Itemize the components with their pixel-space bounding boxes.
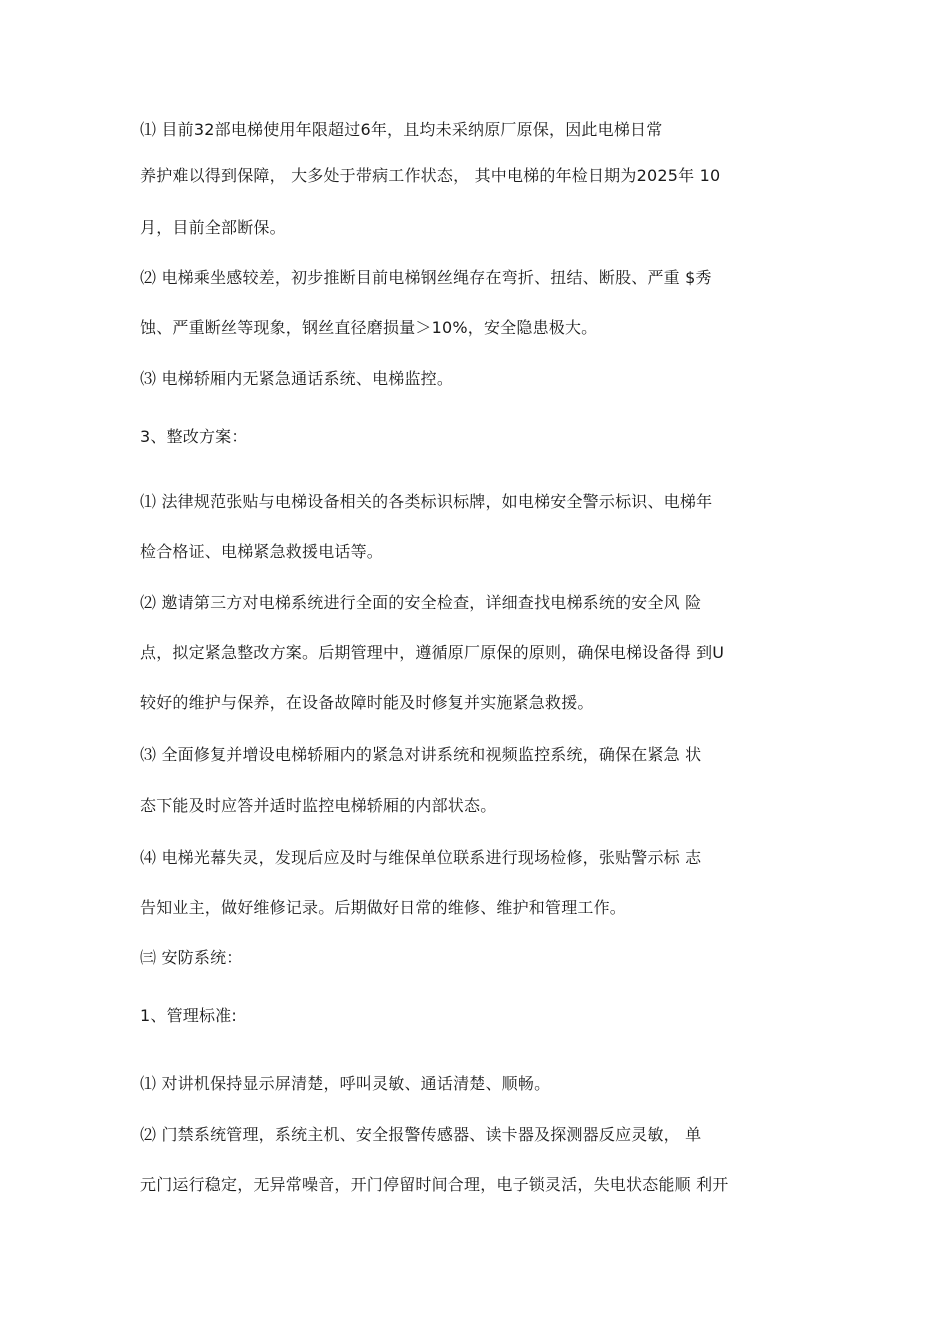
text-line: 元门运行稳定，无异常噪音，开门停留时间合理，电子锁灵活，失电状态能顺 利开 [140, 1175, 729, 1194]
section-heading: 3、整改方案： [140, 427, 248, 446]
text-line: ⑵ 邀请第三方对电梯系统进行全面的安全检查，详细查找电梯系统的安全风 险 [140, 593, 702, 612]
text-line: ⑴ 对讲机保持显示屏清楚，呼叫灵敏、通话清楚、顺畅。 [140, 1074, 551, 1093]
text-line: 较好的维护与保养，在设备故障时能及时修复并实施紧急救援。 [140, 693, 594, 712]
text-line: ⑶ 全面修复并增设电梯轿厢内的紧急对讲系统和视频监控系统，确保在紧急 状 [140, 745, 702, 764]
text-line: ⑷ 电梯光幕失灵，发现后应及时与维保单位联系进行现场检修，张贴警示标 志 [140, 848, 702, 867]
text-line: 点，拟定紧急整改方案。后期管理中，遵循原厂原保的原则，确保电梯设备得 到U [140, 643, 725, 662]
section-heading: 1、管理标准: [140, 1006, 237, 1025]
section-heading: ㈢ 安防系统： [140, 948, 243, 967]
text-line: 养护难以得到保障， 大多处于带病工作状态， 其中电梯的年检日期为2025年 10 [140, 166, 721, 185]
text-line: 蚀、严重断丝等现象，钢丝直径磨损量＞10%，安全隐患极大。 [140, 318, 598, 337]
text-line: ⑵ 电梯乘坐感较差，初步推断目前电梯钢丝绳存在弯折、扭结、断股、严重 $秀 [140, 268, 712, 287]
text-line: 月，目前全部断保。 [140, 218, 286, 237]
text-line: 检合格证、电梯紧急救援电话等。 [140, 542, 384, 561]
text-line: ⑴ 目前32部电梯使用年限超过6年，且均未采纳原厂原保，因此电梯日常 [140, 120, 663, 139]
text-line: ⑵ 门禁系统管理，系统主机、安全报警传感器、读卡器及探测器反应灵敏， 单 [140, 1125, 702, 1144]
text-line: 态下能及时应答并适时监控电梯轿厢的内部状态。 [140, 796, 497, 815]
text-line: 告知业主，做好维修记录。后期做好日常的维修、维护和管理工作。 [140, 898, 627, 917]
text-line: ⑶ 电梯轿厢内无紧急通话系统、电梯监控。 [140, 369, 454, 388]
text-line: ⑴ 法律规范张贴与电梯设备相关的各类标识标牌，如电梯安全警示标识、电梯年 [140, 492, 713, 511]
